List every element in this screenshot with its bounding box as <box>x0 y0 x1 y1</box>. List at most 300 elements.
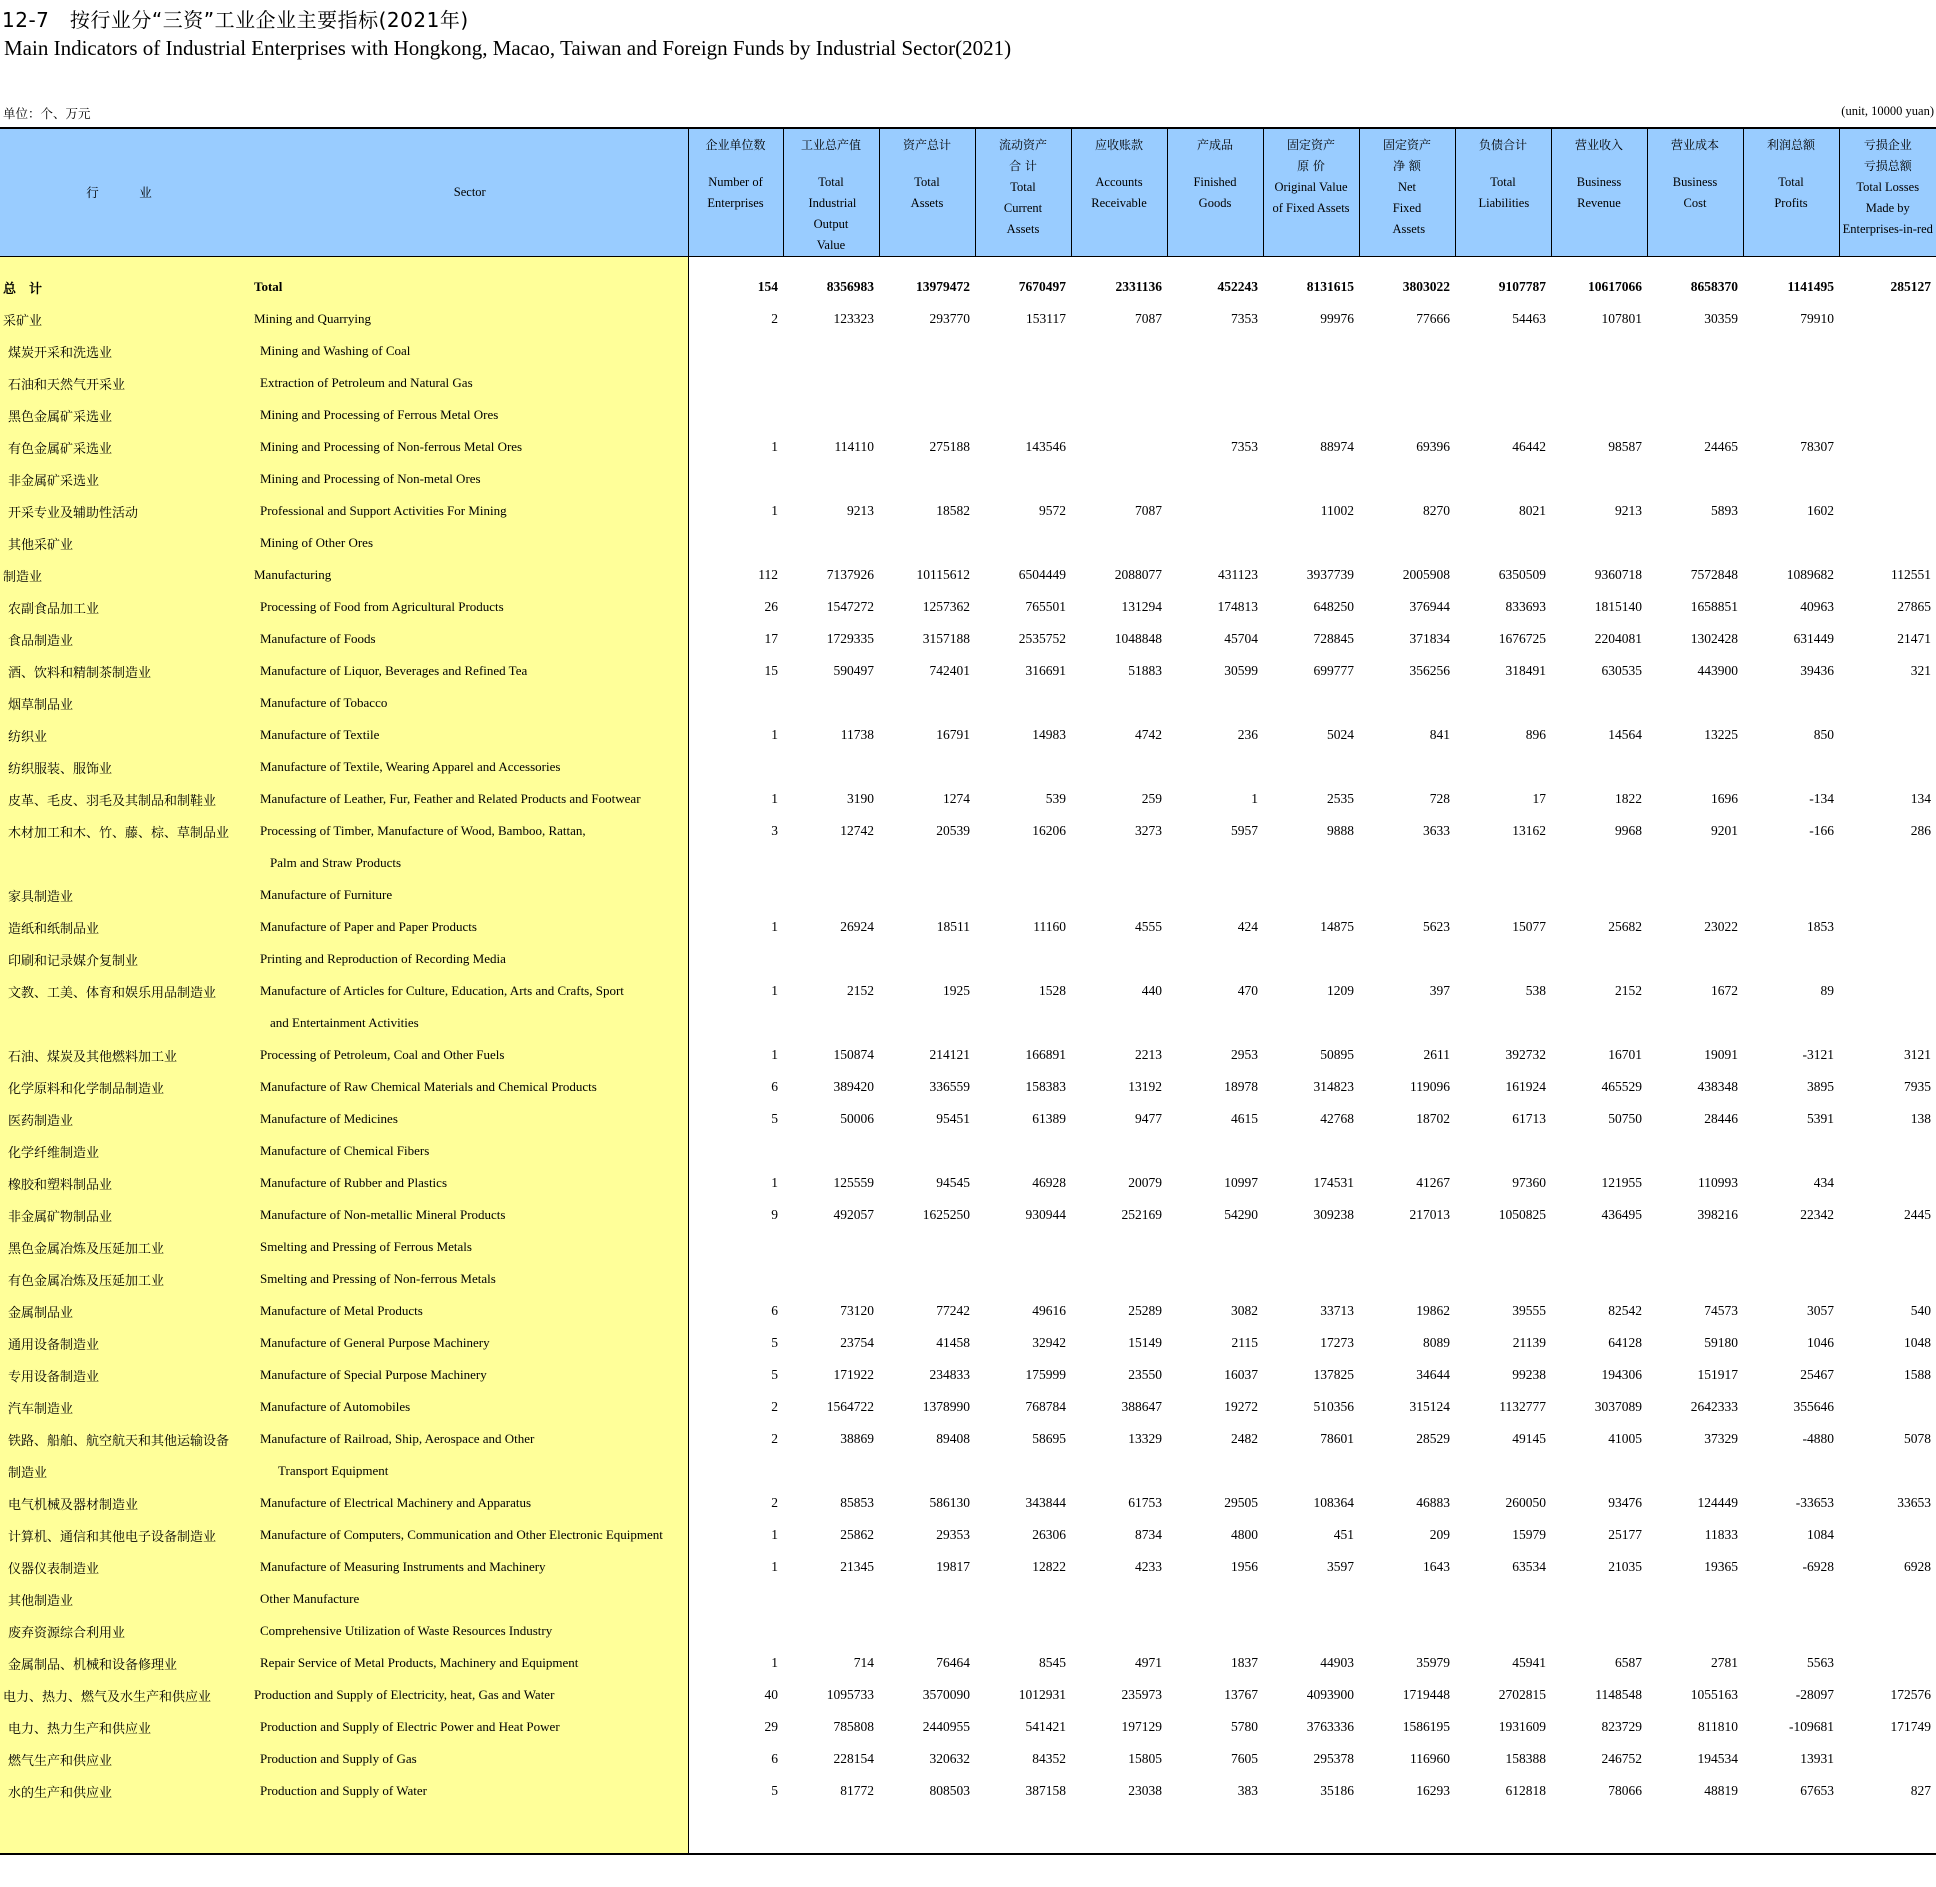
value-cell: 8658370 <box>1690 279 1738 294</box>
value-cell: 465529 <box>1601 1079 1642 1094</box>
value-cell <box>975 1135 1071 1167</box>
value-cell <box>1071 1135 1167 1167</box>
header-cn: 工业总产值 <box>800 138 861 152</box>
header-cn: 固定资产 原 价 <box>1286 138 1335 173</box>
value-cell <box>1839 335 1936 367</box>
value-cell: 15805 <box>1128 1751 1162 1766</box>
header-fixed-assets-original <box>1263 129 1359 257</box>
value-cell: 41458 <box>936 1335 970 1350</box>
value-cell <box>783 463 879 495</box>
value-cell: 259 <box>1141 791 1162 806</box>
value-cell <box>975 1615 1071 1647</box>
value-cell: 1719448 <box>1402 1687 1450 1702</box>
value-cell: 25862 <box>840 1527 874 1542</box>
value-cell <box>688 943 783 975</box>
value-cell <box>1263 1231 1359 1263</box>
header-business-cost <box>1647 129 1743 257</box>
value-cell <box>1071 687 1167 719</box>
value-cell <box>1071 1583 1167 1615</box>
value-cell <box>1839 911 1936 943</box>
value-cell: 1050825 <box>1498 1207 1546 1222</box>
value-cell: 228154 <box>833 1751 874 1766</box>
value-cell: 1095733 <box>826 1687 874 1702</box>
value-cell <box>1647 879 1743 911</box>
value-cell <box>1455 463 1551 495</box>
table-row <box>0 1519 1936 1551</box>
value-cell: 174531 <box>1313 1175 1354 1190</box>
sector-name-cn: 其他制造业 <box>8 1593 74 1609</box>
table-row <box>0 1231 1936 1263</box>
value-cell: 21139 <box>1512 1335 1546 1350</box>
value-cell: 25467 <box>1800 1367 1834 1382</box>
value-cell: 99976 <box>1320 311 1354 326</box>
value-cell <box>1263 687 1359 719</box>
value-cell <box>1839 1167 1936 1199</box>
value-cell: 10115612 <box>916 567 970 582</box>
sector-name-en: Manufacture of Furniture <box>260 887 393 902</box>
table-row <box>0 1167 1936 1199</box>
value-cell: 74573 <box>1704 1303 1738 1318</box>
value-cell: 3763336 <box>1306 1719 1354 1734</box>
table-row <box>0 783 1936 815</box>
sector-name-cn: 纺织业 <box>8 729 48 745</box>
value-cell <box>783 1135 879 1167</box>
sector-name-en: Mining and Processing of Non-metal Ores <box>260 471 481 486</box>
value-cell: 1209 <box>1327 983 1354 998</box>
value-cell <box>688 879 783 911</box>
value-cell: 7605 <box>1231 1751 1258 1766</box>
table-row <box>0 1391 1936 1423</box>
value-cell: 166891 <box>1025 1047 1066 1062</box>
header-cn: 营业收入 <box>1574 138 1623 152</box>
table-row <box>0 1263 1936 1295</box>
value-cell <box>975 463 1071 495</box>
value-cell: 217013 <box>1409 1207 1450 1222</box>
value-cell <box>688 527 783 559</box>
table-row <box>0 1103 1936 1135</box>
value-cell <box>1167 335 1263 367</box>
value-cell: 540 <box>1910 1303 1931 1318</box>
value-cell: 10617066 <box>1588 279 1642 294</box>
value-cell: 114110 <box>834 439 874 454</box>
value-cell: 61713 <box>1512 1111 1546 1126</box>
value-cell: -33653 <box>1795 1495 1834 1510</box>
header-cn: 产成品 <box>1196 138 1233 152</box>
value-cell: 50750 <box>1608 1111 1642 1126</box>
value-cell <box>1455 751 1551 783</box>
value-cell: 197129 <box>1121 1719 1162 1734</box>
header-total-losses <box>1839 129 1936 257</box>
value-cell <box>1167 1615 1263 1647</box>
value-cell: 234833 <box>929 1367 970 1382</box>
sector-name-en: Mining and Processing of Ferrous Metal Ores <box>260 407 499 422</box>
header-total-profits <box>1743 129 1839 257</box>
value-cell: 1672 <box>1711 983 1738 998</box>
value-cell: 389420 <box>833 1079 874 1094</box>
value-cell: 16206 <box>1032 823 1066 838</box>
value-cell <box>688 367 783 399</box>
value-cell: 108364 <box>1313 1495 1354 1510</box>
value-cell <box>1839 687 1936 719</box>
value-cell <box>1647 335 1743 367</box>
sector-name-cn: 橡胶和塑料制品业 <box>8 1177 113 1193</box>
table-row <box>0 1583 1936 1615</box>
header-cn: 负债合计 <box>1478 138 1527 152</box>
value-cell: 13979472 <box>916 279 970 294</box>
table-row <box>0 431 1936 463</box>
table-row <box>0 1327 1936 1359</box>
value-cell <box>879 1455 975 1487</box>
table-row <box>0 1455 1936 1487</box>
value-cell: 1378990 <box>922 1399 970 1414</box>
value-cell <box>1167 687 1263 719</box>
sector-name-cn: 石油和天然气开采业 <box>8 377 126 393</box>
sector-name-cn: 煤炭开采和洗选业 <box>8 345 113 361</box>
value-cell <box>1263 1007 1359 1039</box>
table-row <box>0 1679 1936 1711</box>
value-cell: 6 <box>771 1751 778 1766</box>
table-row <box>0 1359 1936 1391</box>
value-cell: 13329 <box>1128 1431 1162 1446</box>
value-cell: 5623 <box>1423 919 1450 934</box>
value-cell: 371834 <box>1409 631 1450 646</box>
value-cell: 15979 <box>1512 1527 1546 1542</box>
value-cell: 3633 <box>1423 823 1450 838</box>
sector-name-cn: 其他采矿业 <box>8 537 74 553</box>
table-row <box>0 527 1936 559</box>
value-cell <box>1455 879 1551 911</box>
value-cell <box>1263 1583 1359 1615</box>
value-cell: 18511 <box>936 919 970 934</box>
header-cn: 应收账款 <box>1094 138 1143 152</box>
value-cell: 236 <box>1237 727 1258 742</box>
value-cell: 137825 <box>1313 1367 1354 1382</box>
value-cell: 18702 <box>1416 1111 1450 1126</box>
value-cell <box>1743 1231 1839 1263</box>
value-cell: 18582 <box>936 503 970 518</box>
value-cell: 1 <box>771 983 778 998</box>
header-num-enterprises <box>688 129 783 257</box>
value-cell: 318491 <box>1505 663 1546 678</box>
table-row <box>0 1423 1936 1455</box>
value-cell: 3895 <box>1807 1079 1834 1094</box>
value-cell: 1148548 <box>1595 1687 1642 1702</box>
value-cell: 13931 <box>1800 1751 1834 1766</box>
value-cell: 5 <box>771 1111 778 1126</box>
table-row <box>0 1071 1936 1103</box>
value-cell: 29505 <box>1224 1495 1258 1510</box>
value-cell: 2642333 <box>1690 1399 1738 1414</box>
value-cell: -3121 <box>1802 1047 1834 1062</box>
value-cell: 93476 <box>1608 1495 1642 1510</box>
value-cell <box>1071 1263 1167 1295</box>
value-cell: 41267 <box>1416 1175 1450 1190</box>
value-cell <box>688 1263 783 1295</box>
value-cell <box>1455 335 1551 367</box>
value-cell <box>688 1135 783 1167</box>
value-cell <box>1167 879 1263 911</box>
value-cell <box>1071 1615 1167 1647</box>
value-cell: 171749 <box>1890 1719 1931 1734</box>
header-en: Total Current Assets <box>1003 180 1043 236</box>
value-cell <box>1359 1583 1455 1615</box>
sector-name-en: Smelting and Pressing of Non-ferrous Metals <box>260 1271 496 1286</box>
value-cell: 356256 <box>1409 663 1450 678</box>
value-cell: 18978 <box>1224 1079 1258 1094</box>
value-cell: 49145 <box>1512 1431 1546 1446</box>
value-cell: 107801 <box>1601 311 1642 326</box>
value-cell: 285127 <box>1890 279 1931 294</box>
value-cell <box>783 943 879 975</box>
value-cell <box>879 751 975 783</box>
value-cell <box>1839 1007 1936 1039</box>
value-cell: 728 <box>1429 791 1450 806</box>
value-cell: 1931609 <box>1498 1719 1546 1734</box>
value-cell: 1302428 <box>1690 631 1738 646</box>
value-cell: 97360 <box>1512 1175 1546 1190</box>
value-cell: 9888 <box>1327 823 1354 838</box>
value-cell <box>1647 1007 1743 1039</box>
table-row <box>0 655 1936 687</box>
value-cell <box>688 335 783 367</box>
value-cell <box>1071 1455 1167 1487</box>
sector-name-cn: 黑色金属矿采选业 <box>8 409 113 425</box>
sector-name-en: Transport Equipment <box>278 1463 389 1478</box>
value-cell: 3803022 <box>1402 279 1450 294</box>
sector-name-cn: 水的生产和供应业 <box>8 1785 113 1801</box>
value-cell: 590497 <box>833 663 874 678</box>
value-cell <box>1551 1615 1647 1647</box>
value-cell <box>1071 943 1167 975</box>
value-cell: 79910 <box>1800 311 1834 326</box>
value-cell: 539 <box>1045 791 1066 806</box>
table-row <box>0 719 1936 751</box>
sector-name-cn: 废弃资源综合利用业 <box>8 1625 126 1641</box>
value-cell <box>1647 527 1743 559</box>
value-cell: 1564722 <box>826 1399 874 1414</box>
value-cell: 27865 <box>1897 599 1931 614</box>
sector-name-cn: 采矿业 <box>3 313 43 329</box>
value-cell <box>688 751 783 783</box>
value-cell <box>1743 943 1839 975</box>
value-cell <box>1839 1455 1936 1487</box>
value-cell <box>783 847 879 879</box>
header-sector-cn: 行 业 <box>0 129 252 257</box>
value-cell: 235973 <box>1121 1687 1162 1702</box>
table-title-cn: 12-7 按行业分“三资”工业企业主要指标(2021年) <box>2 8 469 32</box>
value-cell: 37329 <box>1704 1431 1738 1446</box>
value-cell: 49616 <box>1032 1303 1066 1318</box>
value-cell: 30359 <box>1704 311 1738 326</box>
value-cell: 1658851 <box>1690 599 1738 614</box>
sector-name-cn: 化学纤维制造业 <box>8 1145 100 1161</box>
value-cell <box>1551 943 1647 975</box>
table-row <box>0 399 1936 431</box>
value-cell <box>1359 399 1455 431</box>
value-cell: 59180 <box>1704 1335 1738 1350</box>
value-cell: 3 <box>771 823 778 838</box>
value-cell: 8356983 <box>826 279 874 294</box>
sector-name-cn: 制造业 <box>3 569 43 585</box>
value-cell: 1055163 <box>1690 1687 1738 1702</box>
sector-name-en: Manufacture of Computers, Communication and Other Electronic Equipment <box>260 1527 663 1542</box>
value-cell: 78307 <box>1800 439 1834 454</box>
value-cell <box>688 463 783 495</box>
value-cell <box>1071 367 1167 399</box>
value-cell: 2331136 <box>1115 279 1162 294</box>
value-cell: 2115 <box>1231 1335 1258 1350</box>
value-cell <box>1839 975 1936 1007</box>
value-cell: 811810 <box>1698 1719 1738 1734</box>
value-cell <box>879 1263 975 1295</box>
sector-name-en: Total <box>254 279 283 294</box>
value-cell <box>783 399 879 431</box>
value-cell <box>1071 463 1167 495</box>
value-cell: 40963 <box>1800 599 1834 614</box>
value-cell: 3157188 <box>922 631 970 646</box>
value-cell: 16037 <box>1224 1367 1258 1382</box>
value-cell: 452243 <box>1217 279 1258 294</box>
value-cell <box>1743 687 1839 719</box>
value-cell <box>1167 751 1263 783</box>
value-cell: 13767 <box>1224 1687 1258 1702</box>
value-cell <box>1551 879 1647 911</box>
value-cell: 7935 <box>1904 1079 1931 1094</box>
header-en: Total Profits <box>1774 175 1808 210</box>
value-cell <box>1743 399 1839 431</box>
value-cell <box>1647 399 1743 431</box>
value-cell: 11738 <box>840 727 874 742</box>
value-cell: 125559 <box>833 1175 874 1190</box>
value-cell: 6587 <box>1615 1655 1642 1670</box>
value-cell <box>1839 1391 1936 1423</box>
value-cell <box>688 1455 783 1487</box>
value-cell: 1257362 <box>922 599 970 614</box>
sector-name-en: Printing and Reproduction of Recording Media <box>260 951 506 966</box>
value-cell <box>783 1583 879 1615</box>
value-cell <box>1743 1135 1839 1167</box>
value-cell: 13162 <box>1512 823 1546 838</box>
sector-name-cn: 仪器仪表制造业 <box>8 1561 100 1577</box>
sector-name-cn: 医药制造业 <box>8 1113 74 1129</box>
value-cell: 438348 <box>1697 1079 1738 1094</box>
header-cn: 亏损企业 亏损总额 <box>1863 138 1912 173</box>
value-cell <box>879 463 975 495</box>
value-cell <box>1167 399 1263 431</box>
sector-name-en: Manufacture of Raw Chemical Materials and Chemical Products <box>260 1079 597 1094</box>
value-cell: 2213 <box>1135 1047 1162 1062</box>
value-cell: 246752 <box>1601 1751 1642 1766</box>
value-cell <box>1359 367 1455 399</box>
value-cell: -134 <box>1809 791 1834 806</box>
value-cell: 2 <box>771 311 778 326</box>
value-cell: 61753 <box>1128 1495 1162 1510</box>
sector-name-en: Production and Supply of Electricity, heat, Gas and Water <box>254 1687 555 1702</box>
value-cell <box>975 879 1071 911</box>
value-cell: 7137926 <box>826 567 874 582</box>
value-cell <box>1743 751 1839 783</box>
value-cell: 3937739 <box>1306 567 1354 582</box>
value-cell <box>1359 1007 1455 1039</box>
value-cell <box>1455 1583 1551 1615</box>
value-cell: 1625250 <box>922 1207 970 1222</box>
value-cell: 355646 <box>1793 1399 1834 1414</box>
header-output-value <box>783 129 879 257</box>
sector-name-en: Manufacture of Chemical Fibers <box>260 1143 430 1158</box>
value-cell: 175999 <box>1025 1367 1066 1382</box>
sector-name-en: Manufacture of Railroad, Ship, Aerospace and Other <box>260 1431 535 1446</box>
value-cell: 2445 <box>1904 1207 1931 1222</box>
table-row <box>0 1711 1936 1743</box>
sector-name-cn: 金属制品业 <box>8 1305 74 1321</box>
value-cell: 9968 <box>1615 823 1642 838</box>
value-cell: 33653 <box>1897 1495 1931 1510</box>
table-row <box>0 1775 1936 1807</box>
table-row <box>0 1615 1936 1647</box>
value-cell: 896 <box>1525 727 1546 742</box>
value-cell <box>1551 527 1647 559</box>
value-cell: 785808 <box>833 1719 874 1734</box>
value-cell: 1602 <box>1807 503 1834 518</box>
value-cell: 9107787 <box>1498 279 1546 294</box>
value-cell <box>1743 1455 1839 1487</box>
value-cell: 3190 <box>847 791 874 806</box>
value-cell: -4880 <box>1802 1431 1834 1446</box>
value-cell <box>1743 1615 1839 1647</box>
value-cell: 4742 <box>1135 727 1162 742</box>
value-cell: 1 <box>771 1047 778 1062</box>
value-cell <box>1263 751 1359 783</box>
value-cell: 5024 <box>1327 727 1354 742</box>
value-cell: 1 <box>771 1175 778 1190</box>
value-cell: 7353 <box>1231 439 1258 454</box>
sector-name-cn: 电力、热力、燃气及水生产和供应业 <box>3 1689 212 1705</box>
value-cell: 153117 <box>1026 311 1066 326</box>
value-cell: 11002 <box>1320 503 1354 518</box>
value-cell <box>1839 719 1936 751</box>
value-cell: 4093900 <box>1306 1687 1354 1702</box>
value-cell: 1729335 <box>826 631 874 646</box>
value-cell: 538 <box>1525 983 1546 998</box>
value-cell: 28446 <box>1704 1111 1738 1126</box>
value-cell <box>1551 1231 1647 1263</box>
value-cell: 19365 <box>1704 1559 1738 1574</box>
value-cell: 387158 <box>1025 1783 1066 1798</box>
value-cell: 50895 <box>1320 1047 1354 1062</box>
value-cell: -109681 <box>1789 1719 1834 1734</box>
indicators-table <box>0 129 1936 1807</box>
value-cell: 314823 <box>1313 1079 1354 1094</box>
value-cell: 85853 <box>840 1495 874 1510</box>
value-cell: 17273 <box>1320 1335 1354 1350</box>
value-cell: 194534 <box>1697 1751 1738 1766</box>
value-cell: 742401 <box>929 663 970 678</box>
header-en: Total Losses Made by Enterprises-in-red <box>1842 180 1933 236</box>
value-cell: 1547272 <box>826 599 874 614</box>
value-cell <box>1551 1583 1647 1615</box>
value-cell <box>1455 367 1551 399</box>
value-cell: 143546 <box>1025 439 1066 454</box>
table-row <box>0 495 1936 527</box>
value-cell <box>1839 1583 1936 1615</box>
value-cell: 1089682 <box>1786 567 1834 582</box>
value-cell <box>1647 943 1743 975</box>
value-cell <box>1071 751 1167 783</box>
value-cell <box>1647 1583 1743 1615</box>
value-cell <box>1647 367 1743 399</box>
value-cell: 12822 <box>1032 1559 1066 1574</box>
value-cell: 1274 <box>943 791 970 806</box>
